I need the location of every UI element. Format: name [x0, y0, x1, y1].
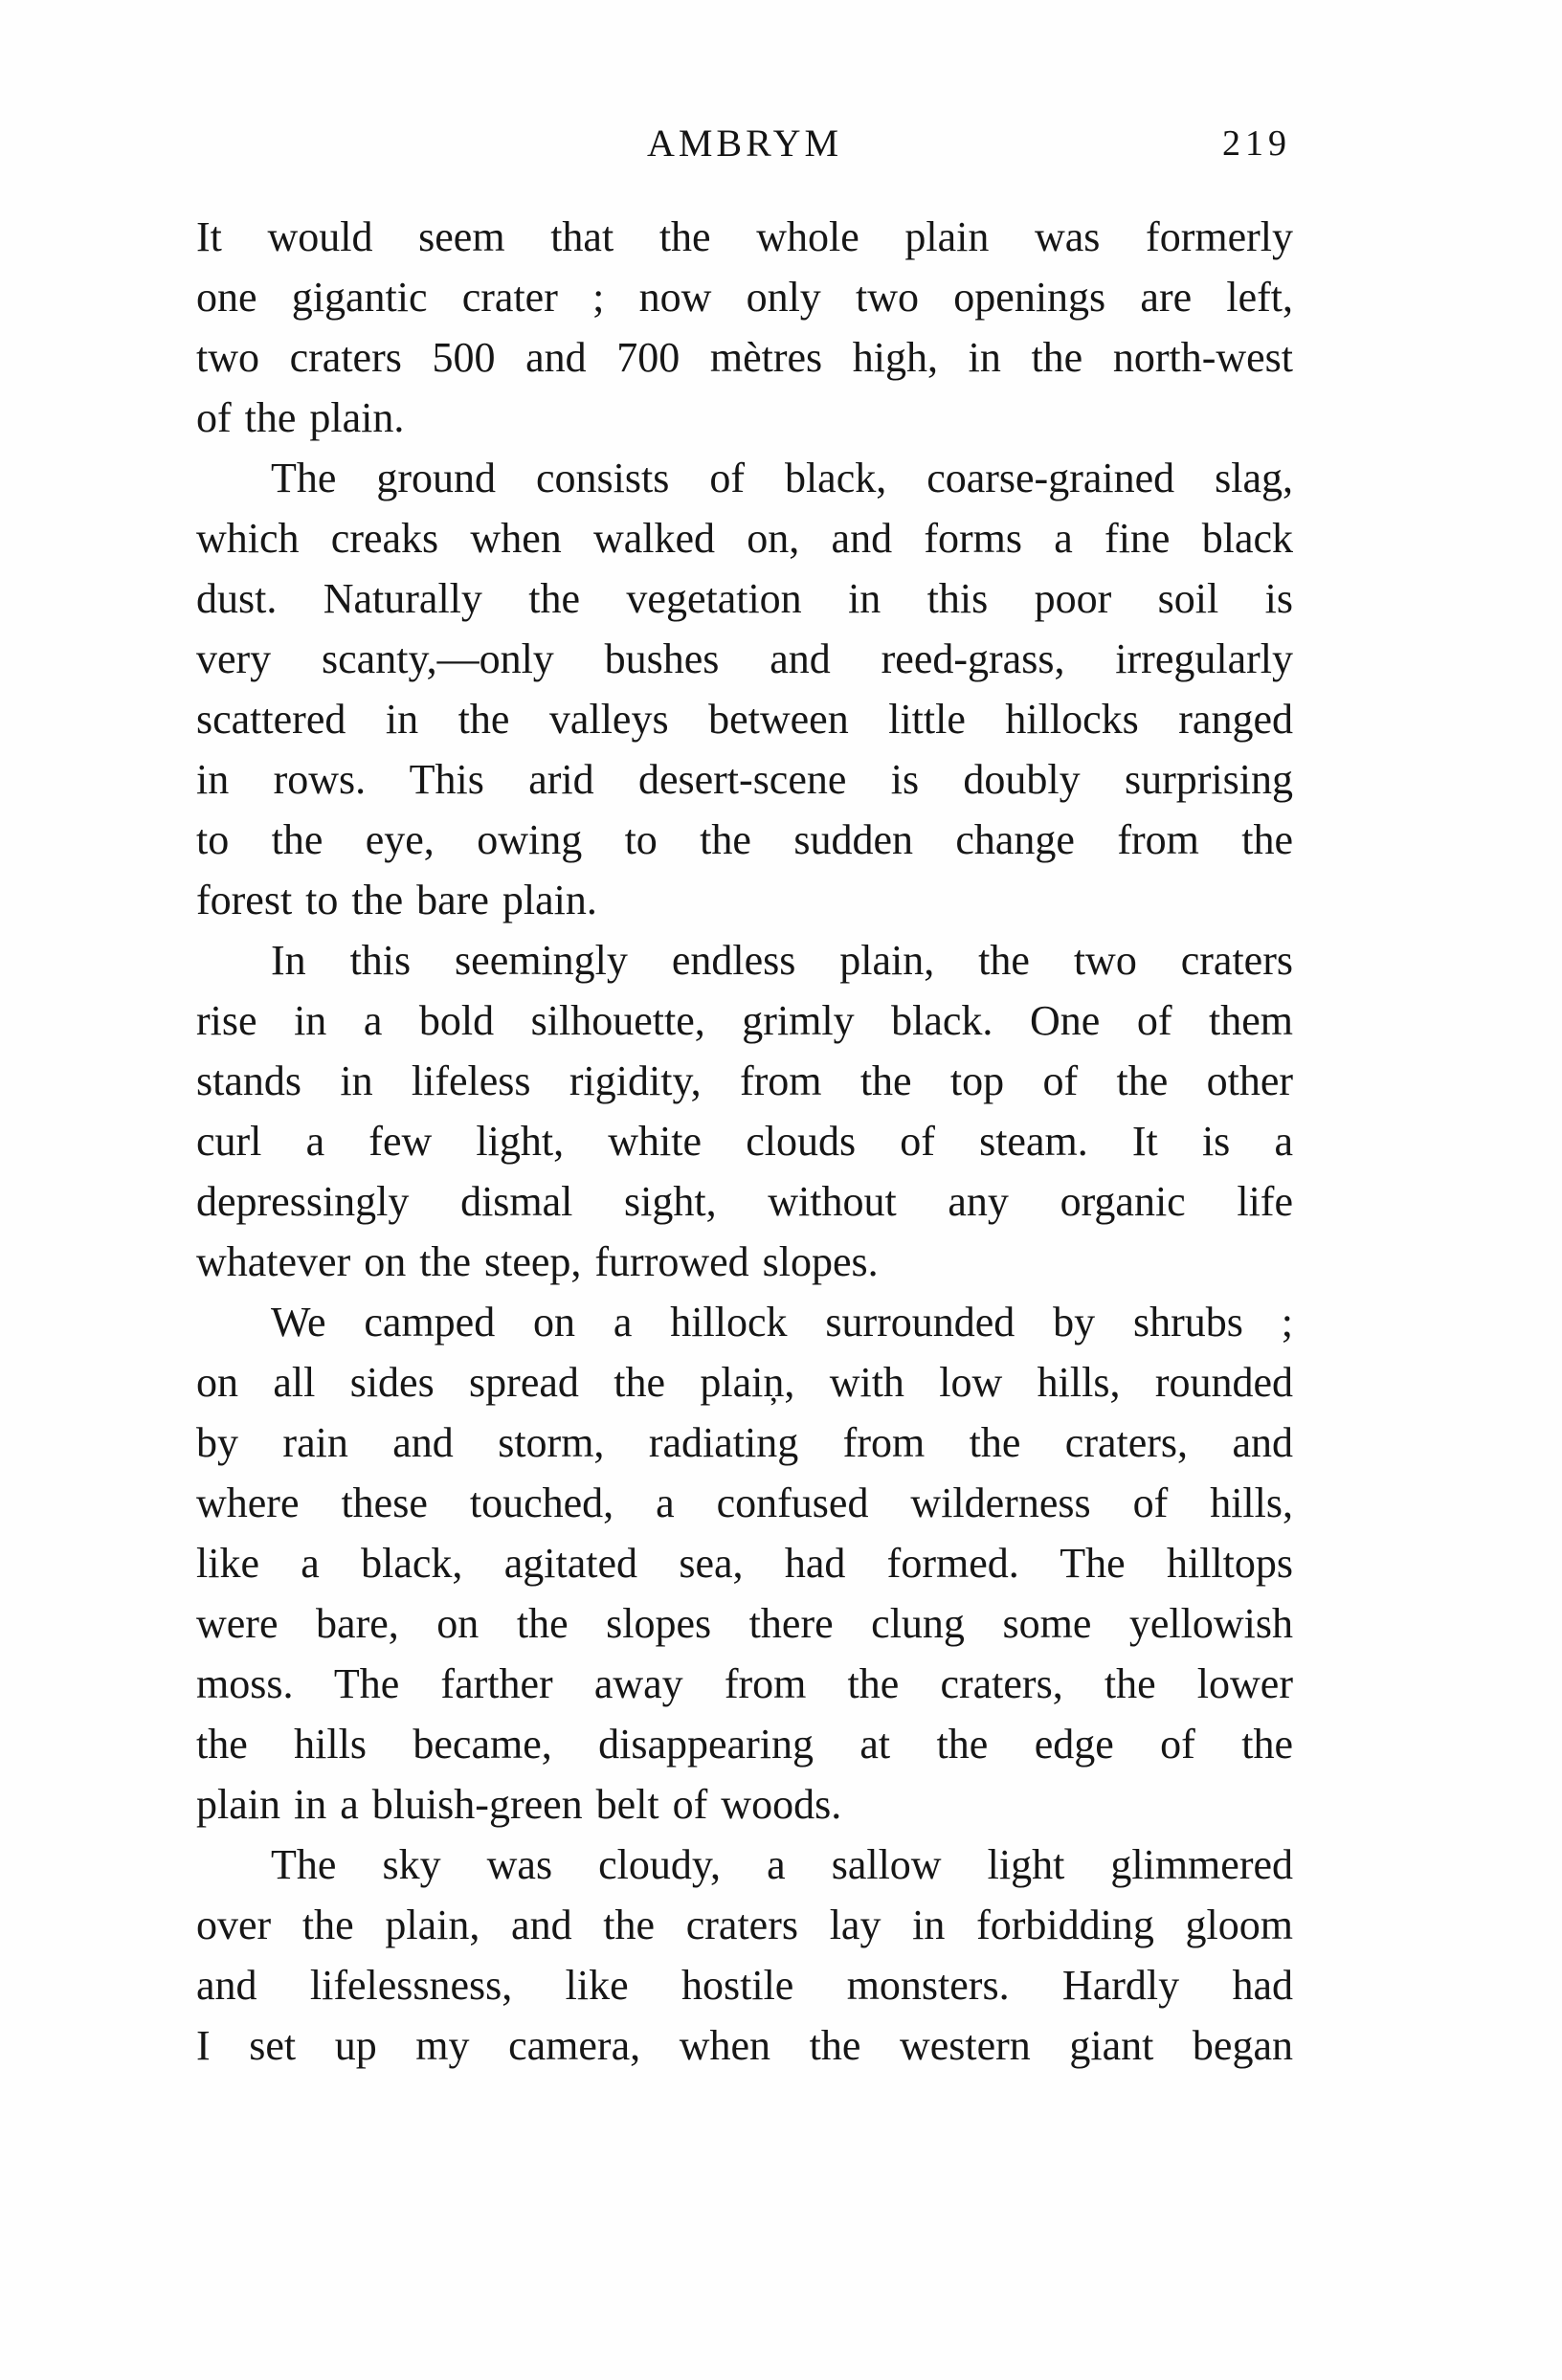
text-line: The ground consists of black, coarse-grained slag,	[271, 455, 1293, 501]
text-line: by rain and storm, radiating from the craters, and	[196, 1419, 1293, 1466]
text-line: of the plain.	[196, 394, 405, 441]
text-line: forest to the bare plain.	[196, 877, 597, 923]
text-line: on all sides spread the plaiņ, with low hills, rounded	[196, 1359, 1293, 1406]
text-line: moss. The farther away from the craters, the lower	[196, 1660, 1293, 1707]
page-header	[196, 122, 1293, 165]
text-line: I set up my camera, when the western giant began	[196, 2022, 1293, 2069]
text-line: the hills became, disappearing at the edge of the	[196, 1721, 1293, 1768]
text-line: where these touched, a confused wilderness of hills,	[196, 1479, 1293, 1526]
text-line: scattered in the valleys between little hillocks ranged	[196, 696, 1293, 743]
text-line: two craters 500 and 700 mètres high, in the north-west	[196, 334, 1293, 381]
text-line: whatever on the steep, furrowed slopes.	[196, 1238, 879, 1285]
paragraph	[196, 1292, 1293, 1835]
paragraph	[196, 1835, 1293, 2076]
text-line: one gigantic crater ; now only two openings are left,	[196, 274, 1293, 321]
text-line: curl a few light, white clouds of steam. It is a	[196, 1118, 1293, 1165]
text-block	[196, 122, 1293, 2076]
page-number: 219	[1222, 123, 1291, 164]
text-line: very scanty,—only bushes and reed-grass, irregularly	[196, 635, 1293, 682]
text-line: It would seem that the whole plain was formerly	[196, 213, 1293, 260]
paragraph	[196, 448, 1293, 930]
text-line: We camped on a hillock surrounded by shrubs ;	[271, 1299, 1293, 1346]
text-line: were bare, on the slopes there clung some yellowish	[196, 1600, 1293, 1647]
paragraph	[196, 930, 1293, 1292]
text-line: plain in a bluish-green belt of woods.	[196, 1781, 842, 1828]
text-line: The sky was cloudy, a sallow light glimmered	[271, 1841, 1293, 1888]
text-line: which creaks when walked on, and forms a fine black	[196, 515, 1293, 562]
text-line: In this seemingly endless plain, the two craters	[271, 937, 1293, 984]
running-head-title: AMBRYM	[646, 122, 843, 165]
text-line: over the plain, and the craters lay in forbidding gloom	[196, 1902, 1293, 1948]
text-line: stands in lifeless rigidity, from the top of the other	[196, 1057, 1293, 1104]
text-line: rise in a bold silhouette, grimly black. One of them	[196, 997, 1293, 1044]
text-line: like a black, agitated sea, had formed. The hilltops	[196, 1540, 1293, 1587]
page-body	[196, 207, 1293, 2076]
text-line: dust. Naturally the vegetation in this poor soil is	[196, 575, 1293, 622]
text-line: depressingly dismal sight, without any organic life	[196, 1178, 1293, 1225]
text-line: to the eye, owing to the sudden change from the	[196, 816, 1293, 863]
text-line: and lifelessness, like hostile monsters. Hardly had	[196, 1962, 1293, 2009]
text-line: in rows. This arid desert-scene is doubly surprising	[196, 756, 1293, 803]
paragraph	[196, 207, 1293, 448]
